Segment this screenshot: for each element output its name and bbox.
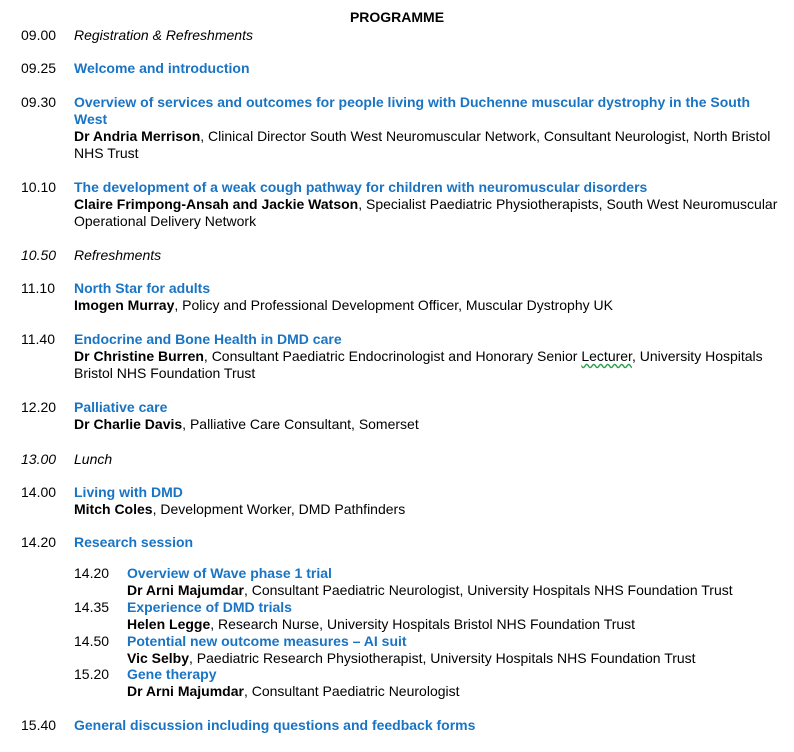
item-time: 14.20 <box>74 565 110 581</box>
speaker-name: Helen Legge <box>127 616 211 632</box>
item-heading: Living with DMD <box>74 484 183 500</box>
speaker-name: Dr Arni Majumdar <box>127 683 244 699</box>
item-time: 14.00 <box>21 484 57 500</box>
speaker-name: Dr Arni Majumdar <box>127 582 244 598</box>
item-time: 14.50 <box>74 633 110 649</box>
speaker-role: , Research Nurse, University Hospitals Bristol NHS Foundation Trust <box>210 616 636 632</box>
spellcheck-word: Lecturer <box>581 348 632 364</box>
speaker-name: Claire Frimpong-Ansah and Jackie Watson <box>74 196 359 212</box>
speaker-role: , Consultant Paediatric Endocrinologist and Honorary Senior <box>203 348 582 364</box>
item-text: Refreshments <box>74 247 162 263</box>
speaker-role: , Palliative Care Consultant, Somerset <box>182 416 419 432</box>
item-time: 10.10 <box>21 179 57 195</box>
speaker-name: Vic Selby <box>127 650 190 666</box>
speaker-name: Dr Charlie Davis <box>74 416 183 432</box>
speaker-name: Dr Andria Merrison <box>74 128 201 144</box>
item-time: 09.25 <box>21 60 57 76</box>
speaker-role: , Paediatric Research Physiotherapist, University Hospitals NHS Foundation Trust <box>189 650 696 666</box>
item-time: 15.40 <box>21 717 57 733</box>
item-heading: Experience of DMD trials <box>127 599 292 615</box>
item-time: 12.20 <box>21 399 57 415</box>
speaker-name: Mitch Coles <box>74 501 153 517</box>
item-heading: General discussion including questions and feedback forms <box>74 717 476 733</box>
speaker-role: , Policy and Professional Development Officer, Muscular Dystrophy UK <box>174 297 613 313</box>
item-heading: Potential new outcome measures – AI suit <box>127 633 407 649</box>
item-heading: Gene therapy <box>127 666 217 682</box>
item-heading: Research session <box>74 534 194 550</box>
item-time: 14.20 <box>21 534 57 550</box>
item-text: Registration & Refreshments <box>74 27 253 43</box>
item-time: 13.00 <box>21 451 57 467</box>
item-time: 09.00 <box>21 27 57 43</box>
item-heading: Endocrine and Bone Health in DMD care <box>74 331 342 347</box>
item-heading: North Star for adults <box>74 280 211 296</box>
item-text: Lunch <box>74 451 113 467</box>
item-time: 11.40 <box>21 331 55 347</box>
item-time: 10.50 <box>21 247 57 263</box>
item-time: 11.10 <box>21 280 55 296</box>
speaker-role: , Specialist Paediatric Physiotherapists, South West Neuromuscular Operational Delivery Network <box>74 196 778 229</box>
speaker-name: Dr Christine Burren <box>74 348 204 364</box>
item-heading: Overview of Wave phase 1 trial <box>127 565 332 581</box>
item-heading: Welcome and introduction <box>74 60 250 76</box>
page-title: PROGRAMME <box>349 9 445 25</box>
speaker-role: , Development Worker, DMD Pathfinders <box>152 501 406 517</box>
item-heading: Palliative care <box>74 399 168 415</box>
speaker-name: Imogen Murray <box>74 297 175 313</box>
speaker-role: , Consultant Paediatric Neurologist, University Hospitals NHS Foundation Trust <box>243 582 733 598</box>
speaker-role: , Clinical Director South West Neuromuscular Network, Consultant Neurologist, North Bristol NHS Trust <box>74 128 771 161</box>
speaker-role: , Consultant Paediatric Neurologist <box>243 683 460 699</box>
item-time: 15.20 <box>74 666 110 682</box>
speaker-role-cont: , University Hospitals Bristol NHS Foundation Trust <box>74 348 763 381</box>
item-time: 14.35 <box>74 599 110 615</box>
item-time: 09.30 <box>21 94 57 110</box>
item-heading: Overview of services and outcomes for people living with Duchenne muscular dystrophy in the South West <box>74 94 751 127</box>
item-heading: The development of a weak cough pathway for children with neuromuscular disorders <box>74 179 648 195</box>
